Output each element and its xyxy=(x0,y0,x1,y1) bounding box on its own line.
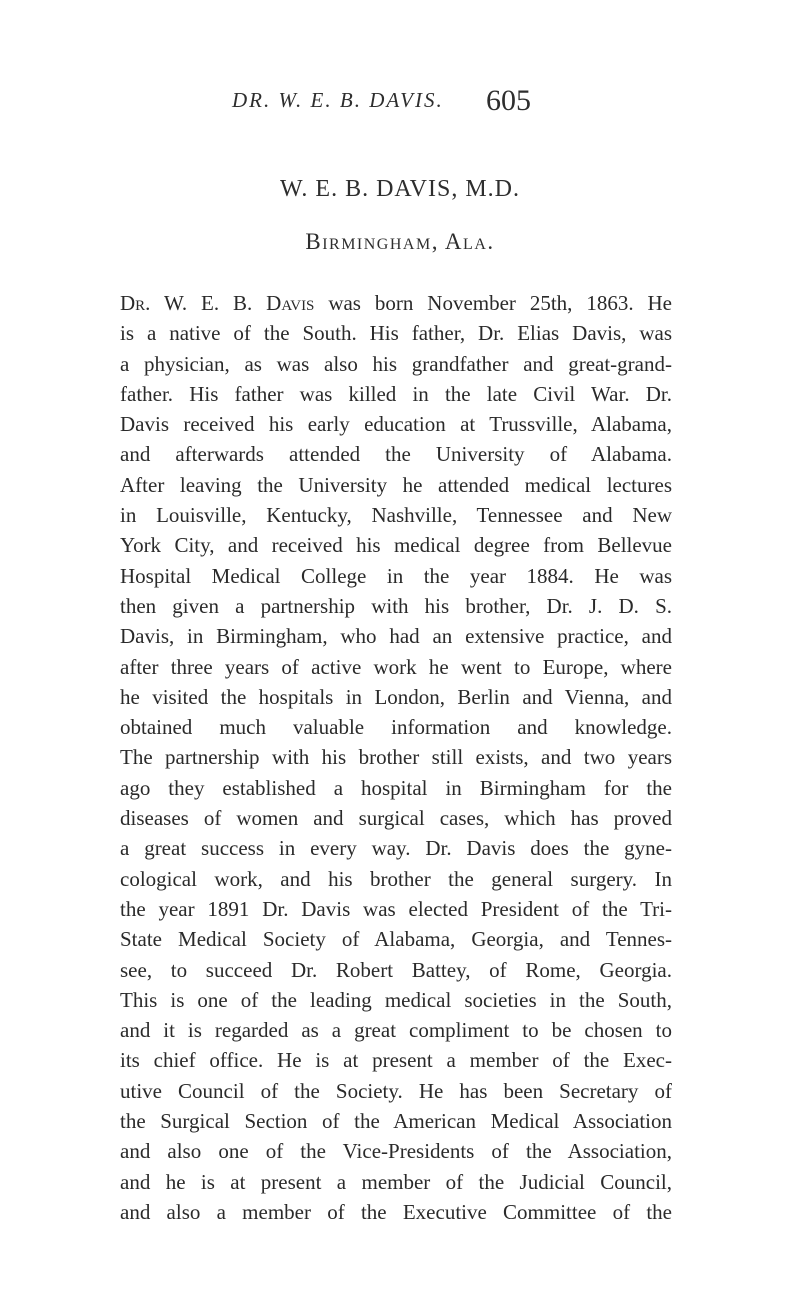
text-line: a great success in every way. Dr. Davis does the gyne- xyxy=(120,836,672,861)
text-line: in Louisville, Kentucky, Nashville, Tennessee and New xyxy=(120,503,672,528)
text-line: after three years of active work he went to Europe, where xyxy=(120,654,672,679)
text-line-rest: was born November 25th, 1863. He xyxy=(314,291,672,315)
text-line: Hospital Medical College in the year 1884. He was xyxy=(120,563,672,588)
text-line: obtained much valuable information and knowledge. xyxy=(120,715,672,740)
text-line: and afterwards attended the University of Alabama. xyxy=(120,442,672,467)
running-head xyxy=(0,80,800,120)
text-line: diseases of women and surgical cases, which has proved xyxy=(120,806,672,831)
text-line: then given a partnership with his brother, Dr. J. D. S. xyxy=(120,593,672,618)
text-line: York City, and received his medical degree from Bellevue xyxy=(120,533,672,558)
text-line: cological work, and his brother the general surgery. In xyxy=(120,866,672,891)
page-number: 605 xyxy=(486,84,531,117)
biography-location-heading: Birmingham, Ala. xyxy=(305,229,495,254)
text-line: its chief office. He is at present a member of the Exec- xyxy=(120,1048,672,1073)
text-line: and also a member of the Executive Committee of the xyxy=(120,1199,672,1224)
text-line: see, to succeed Dr. Robert Battey, of Rome, Georgia. xyxy=(120,957,672,982)
text-line: and it is regarded as a great compliment to be chosen to xyxy=(120,1018,672,1043)
text-line: State Medical Society of Alabama, Georgia, and Tennes- xyxy=(120,927,672,952)
text-line: the Surgical Section of the American Medical Association xyxy=(120,1109,672,1134)
text-line xyxy=(120,288,672,318)
text-line: a physician, as was also his grandfather and great-grand- xyxy=(120,351,672,376)
text-line: Davis, in Birmingham, who had an extensive practice, and xyxy=(120,624,672,649)
lead-name: Dr. W. E. B. Davis xyxy=(120,291,315,315)
text-line: Davis received his early education at Trussville, Alabama, xyxy=(120,412,672,437)
text-line: is a native of the South. His father, Dr. Elias Davis, was xyxy=(120,321,672,346)
text-line: the year 1891 Dr. Davis was elected President of the Tri- xyxy=(120,896,672,921)
text-line: This is one of the leading medical societies in the South, xyxy=(120,987,672,1012)
running-title: DR. W. E. B. DAVIS. xyxy=(232,88,444,112)
text-line: father. His father was killed in the late Civil War. Dr. xyxy=(120,381,672,406)
text-line: The partnership with his brother still exists, and two years xyxy=(120,745,672,770)
text-line: and he is at present a member of the Judicial Council, xyxy=(120,1169,672,1194)
biography-body xyxy=(120,288,672,1227)
text-line: After leaving the University he attended medical lectures xyxy=(120,472,672,497)
text-line: he visited the hospitals in London, Berlin and Vienna, and xyxy=(120,684,672,709)
biography-name-heading: W. E. B. DAVIS, M.D. xyxy=(279,176,521,202)
text-line: utive Council of the Society. He has been Secretary of xyxy=(120,1078,672,1103)
text-line: ago they established a hospital in Birmingham for the xyxy=(120,775,672,800)
text-line: and also one of the Vice-Presidents of the Association, xyxy=(120,1139,672,1164)
